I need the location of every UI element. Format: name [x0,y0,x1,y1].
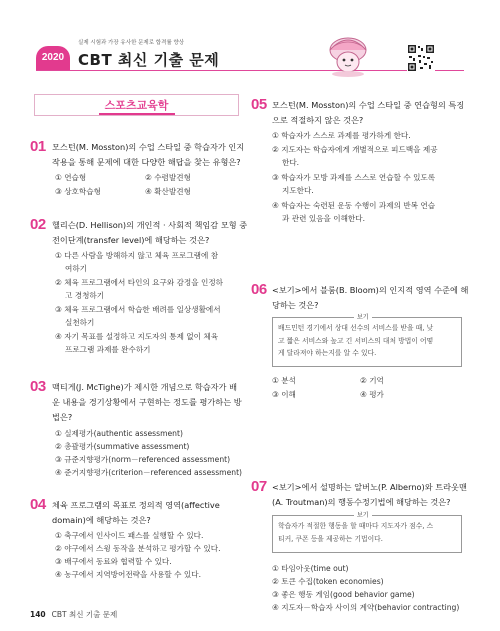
option[interactable]: ① 연습형 [55,173,87,182]
question-number: 02 [30,216,46,233]
option[interactable]: ③ 규준지향평가(norm－referenced assessment) [55,455,231,464]
question-line: 맥티게(J. McTighe)가 제시한 개념으로 학습자가 배 [52,382,237,392]
page-number: 140 [30,610,46,619]
year-badge: 2020 [36,46,70,70]
option-line: 프로그램 과제를 완수하기 [65,345,151,355]
question-line: <보기>에서 설명하는 알버노(P. Alberno)와 트라웃맨 [272,482,467,492]
option-line: ① 다른 사람을 방해하지 않고 체육 프로그램에 참 [55,251,219,260]
question-line: 작용을 통해 문제에 대한 다양한 해답을 찾는 유형은? [52,157,241,167]
question-text [52,140,244,170]
option[interactable]: ① 실제평가(authentic assessment) [55,429,183,438]
question-line: 전이단계(transfer level)에 해당하는 것은? [52,235,210,245]
option[interactable] [272,199,462,226]
bogi-text [278,322,433,360]
question-line: domain)에 해당하는 것은? [52,515,151,525]
question-line: 운 내용을 경기상황에서 구현하는 정도를 평가하는 방 [52,397,242,407]
option[interactable] [55,330,240,357]
option-line: ② 지도자는 학습자에게 개별적으로 피드백을 제공 [272,145,438,154]
option-line: ③ 체육 프로그램에서 학습한 배려를 일상생활에서 [55,305,221,314]
question-number: 01 [30,138,46,155]
question-text [272,98,464,128]
option-line: 지도한다. [282,186,314,196]
footer-label: CBT 최신 기출 문제 [51,610,118,619]
option[interactable]: ③ 이해 [272,390,296,399]
option-line: 실천하기 [65,318,95,328]
question-line: 당하는 것은? [272,300,319,310]
bogi-line: 고 짧은 서비스와 높고 긴 서비스의 대처 방법이 어떻 [278,336,434,345]
option[interactable]: ② 야구에서 스윙 동작을 분석하고 평가할 수 있다. [55,544,221,553]
option[interactable] [55,249,240,276]
section-title: 스포츠교육학 [104,99,169,112]
question-text [52,218,247,248]
option[interactable]: ④ 준거지향평가(criterion－referenced assessment) [55,468,243,477]
qr-code-icon[interactable] [407,44,435,72]
option[interactable]: ③ 좋은 행동 게임(good behavior game) [272,590,415,599]
option-line: 여하기 [65,264,88,274]
option[interactable] [55,303,240,330]
question-line: 법은? [52,412,73,422]
option[interactable]: ② 수렴발견형 [145,173,191,182]
option[interactable]: ① 축구에서 인사이드 패스를 실행할 수 있다. [55,531,204,540]
option-line: ① 학습자가 스스로 과제를 평가하게 한다. [272,131,411,140]
question-line: 헬리슨(D. Hellison)의 개인적 · 사회적 책임감 모형 중 [52,220,248,230]
option-line: ③ 학습자가 모방 과제를 스스로 연습할 수 있도록 [272,173,436,182]
option[interactable]: ④ 확산발견형 [145,187,191,196]
question-line: (A. Troutman)의 행동수정기법에 해당하는 것은? [272,497,451,507]
bogi-line: 티커, 쿠폰 등을 제공하는 기법이다. [278,534,383,543]
mascot-illustration [320,28,376,78]
option-line: ④ 학습자는 숙련된 운동 수행이 과제의 반복 연습 [272,201,436,210]
option[interactable]: ④ 평가 [360,390,384,399]
option[interactable]: ② 기억 [360,376,384,385]
option-line: 과 관련 있음을 이해한다. [282,214,366,224]
option[interactable]: ① 분석 [272,376,296,385]
bogi-label: 보기 [354,312,372,321]
option-line: ② 체육 프로그램에서 타인의 요구와 감정을 인정하 [55,278,223,287]
question-text [272,283,468,313]
page-title: CBT 최신 기출 문제 [78,51,220,69]
bogi-label: 보기 [354,510,372,519]
question-number: 07 [251,478,267,495]
option[interactable] [272,129,462,142]
option[interactable]: ③ 배구에서 동료와 협력할 수 있다. [55,557,172,566]
option[interactable]: ② 총괄평가(summative assessment) [55,442,190,451]
option[interactable]: ② 토큰 수집(token economies) [272,577,384,586]
bogi-text [278,520,433,545]
question-number: 03 [30,378,46,395]
question-text [52,498,220,528]
option[interactable] [55,276,240,303]
question-line: <보기>에서 블룸(B. Bloom)의 인지적 영역 수준에 해 [272,285,469,295]
option[interactable]: ① 타임아웃(time out) [272,564,349,573]
option[interactable]: ④ 농구에서 지역방어전략을 사용할 수 있다. [55,570,201,579]
option[interactable]: ④ 지도자－학습자 사이의 계약(behavior contracting) [272,603,460,612]
question-line: 으로 적절하지 않은 것은? [272,115,364,125]
option-line: 고 경청하기 [65,291,105,301]
option[interactable] [272,171,462,198]
question-number: 04 [30,496,46,513]
option[interactable]: ③ 상호학습형 [55,187,101,196]
bogi-line: 학습자가 적절한 행동을 할 때마다 지도자가 점수, 스 [278,522,434,530]
page-footer [30,609,117,620]
section-title-underline [99,113,175,115]
question-text [52,380,242,425]
question-line: 모스턴(M. Mosston)의 수업 스타일 중 학습자가 인지 [52,142,245,152]
bogi-line: 배드민턴 경기에서 상대 선수의 서비스를 받을 때, 낮 [278,324,434,332]
question-text [272,480,467,510]
question-line: 모스턴(M. Mosston)의 수업 스타일 중 연습형의 특징 [272,100,465,110]
bogi-line: 게 달라져야 하는지를 알 수 있다. [278,349,377,357]
question-number: 06 [251,281,267,298]
header-divider [36,70,464,71]
header-subtitle: 실제 시험과 가장 유사한 문제로 합격률 향상 [78,40,185,46]
question-number: 05 [251,96,267,113]
question-line: 체육 프로그램의 목표로 정의적 영역(affective [52,500,220,510]
option-line: ④ 자기 목표를 설정하고 지도자의 통제 없이 체육 [55,332,219,341]
option[interactable] [272,143,462,170]
option-line: 한다. [282,158,300,168]
